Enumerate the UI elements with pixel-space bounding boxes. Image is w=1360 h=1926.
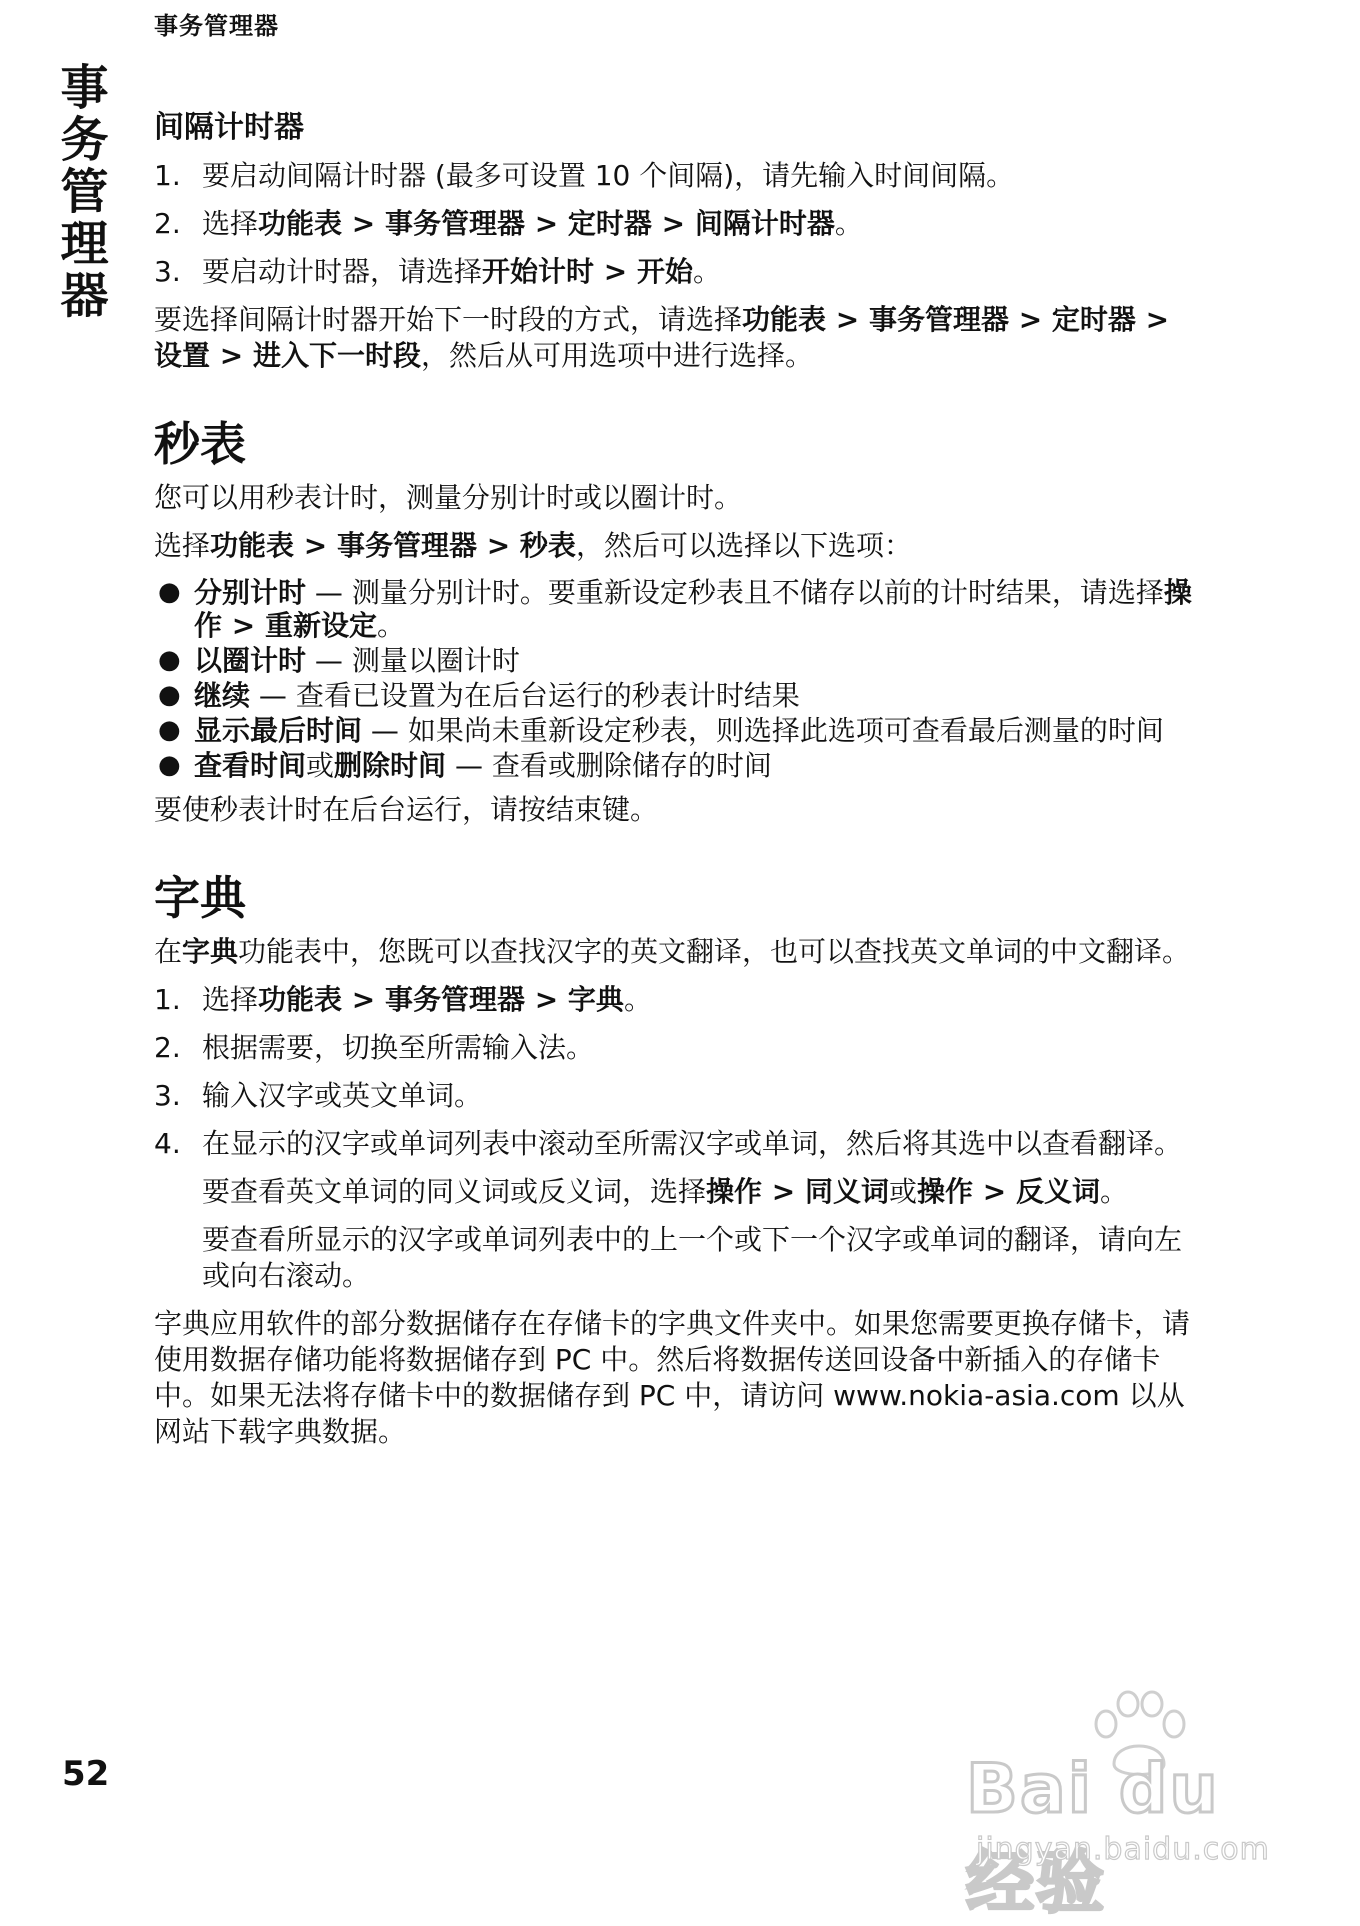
dictionary-storage-note: 字典应用软件的部分数据储存在存储卡的字典文件夹中。如果您需要更换存储卡，请使用数据存储功能将数据储存到 PC 中。然后将数据传送回设备中新插入的存储卡中。如果无法将存储卡中的数据储存到 PC 中，请访问 www.nokia-asia.com 以从网站下载字典数据。 [154,1307,1191,1448]
option-term-2: 删除时间 [334,749,447,782]
bullet-icon: ● [158,577,181,607]
menu-path: 功能表 > 事务管理器 > 定时器 > 设置 > 进入下一时段 [154,303,1170,372]
interval-timer-heading: 间隔计时器 [154,110,304,145]
option-view-delete-time [154,749,1204,782]
note-text-end: 。 [1099,1175,1128,1208]
option-term: 继续 [194,679,251,712]
menu-path: 操作 > 重新设定 [194,576,1192,642]
step-text: 要启动计时器，请选择 [202,255,483,288]
dictionary-step-4 [154,1126,1204,1162]
step-text-end: 。 [834,207,863,240]
running-header: 事务管理器 [154,12,279,40]
step-text: 输入汉字或英文单词。 [202,1079,483,1112]
option-desc-end: 。 [376,609,405,642]
page-number: 52 [62,1754,110,1794]
bullet-icon: ● [158,645,181,675]
option-term: 以圈计时 [194,644,307,677]
step-text: 选择 [202,983,259,1016]
step-number: 2. [154,1031,181,1064]
select-text-end: ，然后可以选择以下选项： [575,529,912,562]
dictionary-scroll-note: 要查看所显示的汉字或单词列表中的上一个或下一个汉字或单词的翻译，请向左或向右滚动。 [202,1223,1183,1292]
option-desc: — 测量分别计时。要重新设定秒表且不储存以前的计时结果，请选择 [306,576,1164,609]
step-number: 3. [154,1079,181,1112]
menu-path-2: 操作 > 反义词 [917,1175,1100,1208]
menu-path: 操作 > 同义词 [706,1175,889,1208]
intro-bold: 字典 [182,935,239,968]
menu-path: 功能表 > 事务管理器 > 定时器 > 间隔计时器 [258,207,835,240]
stopwatch-select [154,528,1204,564]
menu-path: 开始计时 > 开始 [482,255,693,288]
dictionary-synonym-note [154,1174,1204,1210]
option-split-time [154,576,1204,642]
option-desc: — 查看或删除储存的时间 [446,749,772,782]
bullet-icon: ● [158,750,181,780]
note-text: 要选择间隔计时器开始下一时段的方式，请选择 [154,303,743,336]
dictionary-steps [154,982,1204,1162]
bullet-icon: ● [158,715,181,745]
chapter-side-tab: 事务管理器 [52,62,108,322]
step-text: 在显示的汉字或单词列表中滚动至所需汉字或单词，然后将其选中以查看翻译。 [202,1127,1183,1160]
option-show-last-time [154,714,1204,747]
intro-text-end: 功能表中，您既可以查找汉字的英文翻译，也可以查找英文单词的中文翻译。 [238,935,1191,968]
dictionary-step-2 [154,1030,1204,1066]
watermark-brand: Bai du 经验 [966,1750,1220,1923]
stopwatch-heading: 秒表 [154,417,246,471]
option-term: 分别计时 [194,576,307,609]
step-number: 2. [154,207,181,240]
baidu-watermark [966,1690,1296,1923]
menu-path: 功能表 > 事务管理器 > 字典 [258,983,624,1016]
option-lap-time [154,644,1204,677]
step-text: 要启动间隔计时器 (最多可设置 10 个间隔)，请先输入时间间隔。 [202,159,1015,192]
watermark-url: jingyan.baidu.com [976,1832,1270,1867]
option-term: 查看时间 [194,749,307,782]
interval-step-1 [154,158,1204,194]
dictionary-step-3 [154,1078,1204,1114]
step-number: 4. [154,1127,181,1160]
note-text: 要查看英文单词的同义词或反义词，选择 [202,1175,707,1208]
step-number: 1. [154,159,181,192]
step-text: 选择 [202,207,259,240]
option-term: 显示最后时间 [194,714,363,747]
note-join: 或 [888,1175,917,1208]
select-text: 选择 [154,529,211,562]
intro-text: 在 [154,935,183,968]
dictionary-intro [154,934,1204,970]
stopwatch-options [154,576,1204,782]
stopwatch-intro: 您可以用秒表计时，测量分别计时或以圈计时。 [154,481,743,514]
page-content [154,110,1204,1462]
dictionary-heading: 字典 [154,871,246,925]
step-text-end: 。 [692,255,721,288]
step-text-end: 。 [623,983,652,1016]
dictionary-step-1 [154,982,1204,1018]
step-number: 3. [154,255,181,288]
step-number: 1. [154,983,181,1016]
interval-step-3 [154,254,1204,290]
option-term-join: 或 [306,749,335,782]
note-text-end: ，然后从可用选项中进行选择。 [420,339,813,372]
interval-step-2 [154,206,1204,242]
stopwatch-footer: 要使秒表计时在后台运行，请按结束键。 [154,793,659,826]
option-continue [154,679,1204,712]
interval-timer-steps [154,158,1204,290]
option-desc: — 查看已设置为在后台运行的秒表计时结果 [250,679,800,712]
menu-path: 功能表 > 事务管理器 > 秒表 [210,529,576,562]
option-desc: — 测量以圈计时 [306,644,520,677]
interval-timer-note [154,302,1204,374]
bullet-icon: ● [158,680,181,710]
option-desc: — 如果尚未重新设定秒表，则选择此选项可查看最后测量的时间 [362,714,1164,747]
step-text: 根据需要，切换至所需输入法。 [202,1031,595,1064]
